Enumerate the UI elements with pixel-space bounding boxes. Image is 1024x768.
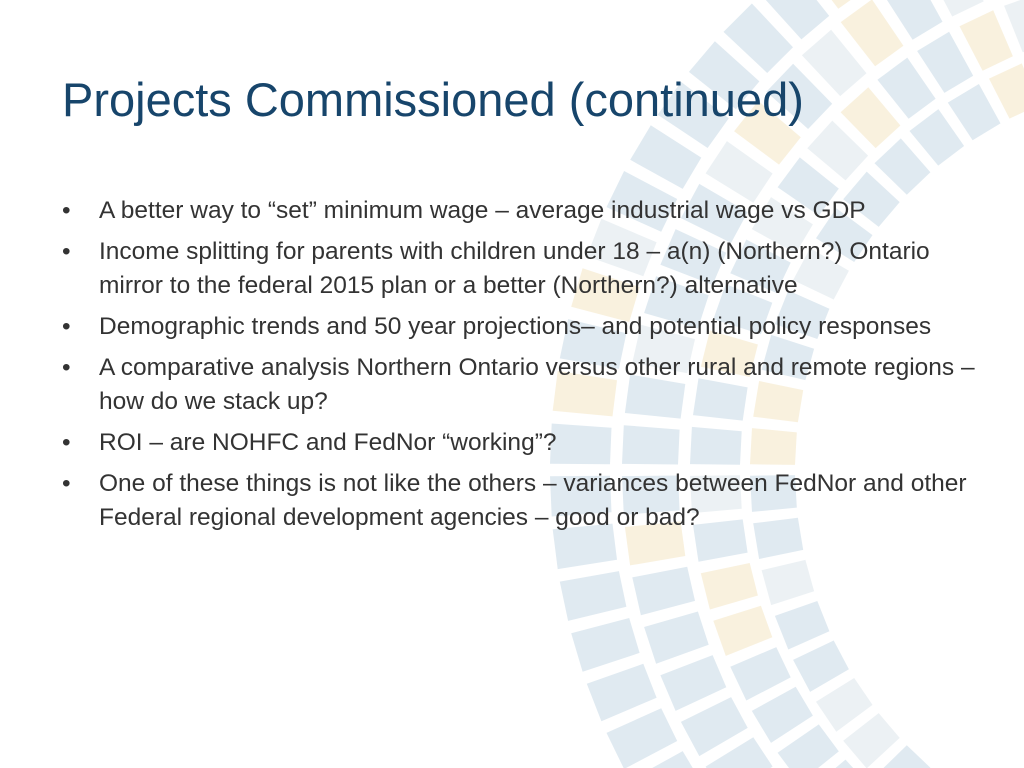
mosaic-tile [730,647,790,700]
bullet-item [62,310,982,344]
bullet-list [62,194,982,542]
bullet-text: A comparative analysis Northern Ontario versus other rural and remote regions – how do we stack up? [99,354,975,415]
mosaic-tile [910,109,965,166]
mosaic-tile [701,563,758,610]
bullet-text: A better way to “set” minimum wage – average industrial wage vs GDP [99,197,866,224]
mosaic-tile [775,601,830,650]
mosaic-tile [560,571,627,621]
bullet-item [62,194,982,228]
mosaic-tile [816,678,873,732]
mosaic-tile [660,655,726,711]
mosaic-tile [632,567,695,615]
bullet-marker: • [62,470,71,497]
mosaic-tile [644,612,709,664]
mosaic-tile [875,138,931,194]
mosaic-tile [762,560,815,605]
mosaic-tile [843,713,900,768]
mosaic-tile [587,664,657,722]
mosaic-tile [989,63,1024,118]
bullet-marker: • [62,238,71,265]
bullet-text: One of these things is not like the others – variances between FedNor and other Federal regional development agencies – good or bad? [99,470,967,531]
bullet-item [62,426,982,460]
mosaic-tile [948,84,1001,140]
bullet-text: Income splitting for parents with children under 18 – a(n) (Northern?) Ontario mirror to the federal 2015 plan or a better (Northern?) alternative [99,238,930,299]
bullet-text: Demographic trends and 50 year projections– and potential policy responses [99,313,932,340]
mosaic-tile [960,10,1013,70]
bullet-marker: • [62,197,71,224]
mosaic-tile [793,641,849,692]
bullet-item [62,235,982,303]
bullet-marker: • [62,313,71,340]
bullet-text: ROI – are NOHFC and FedNor “working”? [99,429,557,456]
bullet-item [62,351,982,419]
mosaic-tile [752,687,813,743]
mosaic-tile [917,32,973,93]
slide-title: Projects Commissioned (continued) [62,73,804,126]
bullet-marker: • [62,429,71,456]
mosaic-tile [571,618,639,672]
mosaic-tile [713,606,772,656]
mosaic-tile [607,708,678,768]
bullet-marker: • [62,354,71,381]
bullet-item [62,467,982,535]
